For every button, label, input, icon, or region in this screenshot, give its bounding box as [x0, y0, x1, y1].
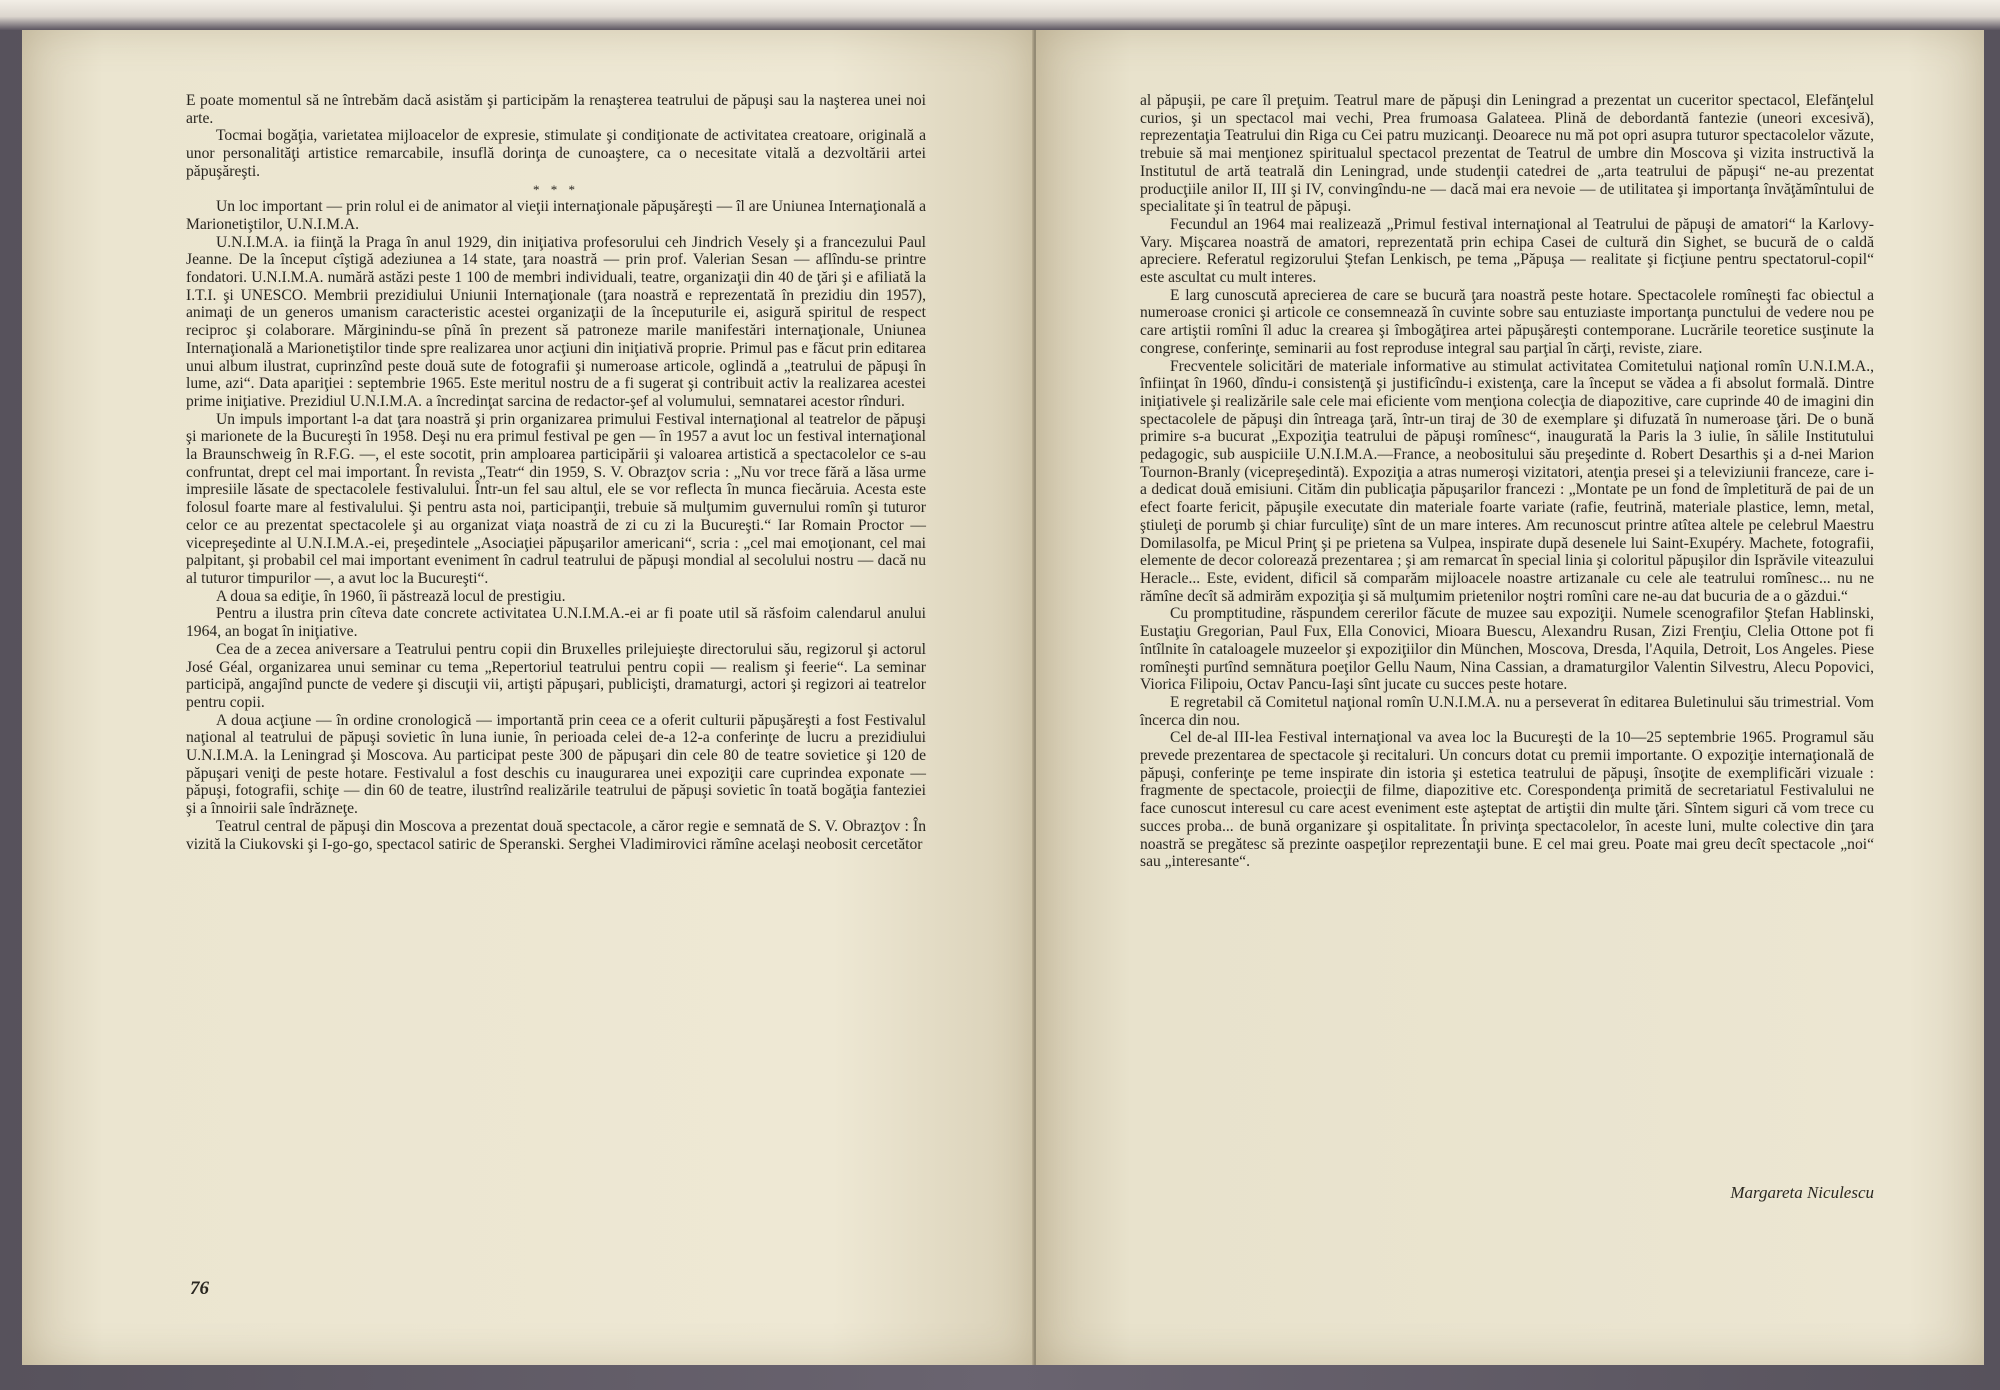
paragraph: al păpuşii, pe care îl preţuim. Teatrul mare de păpuşi din Leningrad a prezentat un cuceritor spectacol, Elefănţelul curios, şi un spectacol mai vechi, Prea frumoasa Galateea. Plină de debordantă fantezie (uneori excesivă), reprezentaţia Teatrului din Riga cu Cei patru muzicanţi. Deoarece nu mă pot opri asupra tuturor spectacolelor văzute, trebuie să mai menţionez spiritualul spectacol prezentat de Teatrul de umbre din Moscova şi vizita instructivă la Institutul de artă teatrală din Leningrad, unde studenţii catedrei de „arta teatrului de păpuşi“ ne-au prezentat producţiile anilor II, III şi IV, convingîndu-ne — dacă mai era nevoie — de utilitatea şi importanţa învăţămîntului de specialitate şi în teatrul de păpuşi.: [1140, 92, 1874, 216]
paragraph: A doua sa ediţie, în 1960, îi păstrează locul de prestigiu.: [216, 587, 566, 605]
paragraph: E larg cunoscută aprecierea de care se bucură ţara noastră peste hotare. Spectacolele romîneşti fac obiectul a numeroase cronici şi articole ce consemnează în cuvinte sobre sau entuziaste importanţa punctului de vedere nou pe care artiştii romîni îl aduc la crearea şi îmbogăţirea artei păpuşăreşti contemporane. Lucrările teoretice susţinute la congrese, conferinţe, seminarii au fost reproduse integral sau parţial în cărţi, reviste, ziare.: [1140, 286, 1874, 357]
paragraph: U.N.I.M.A. ia fiinţă la Praga în anul 1929, din iniţiativa profesorului ceh Jindrich Vesely şi a francezului Paul Jeanne. De la început cîştigă adeziunea a 14 state, ţara noastră — prin prof. Valerian Sesan — aflîndu-se printre fondatori. U.N.I.M.A. numără astăzi peste 1 100 de membri individuali, teatre, organizaţii din 40 de ţări şi e afiliată la I.T.I. şi UNESCO. Membrii prezidiului Uniunii Internaţionale (ţara noastră e reprezentată în prezidiu din 1957), animaţi de un generos umanism caracteristic acestei organizaţii de la începuturile ei, asigură spiritul de respect reciproc şi colaborare. Mărginindu-se pînă în prezent să patroneze marile manifestări internaţionale, Uniunea Internaţională a Marionetiştilor tinde spre realizarea unor acţiuni din iniţiativă proprie. Primul pas e făcut prin editarea unui album ilustrat, cuprinzînd peste două sute de fotografii şi numeroase articole, oglindă a „teatrului de păpuşi în lume, azi“. Data apariţiei : septembrie 1965. Este meritul nostru de a fi sugerat şi contribuit activ la realizarea acestei prime iniţiative. Prezidiul U.N.I.M.A. a încredinţat sarcina de redactor-şef al volumului, semnatarei acestor rînduri.: [186, 233, 926, 410]
paragraph: Cel de-al III-lea Festival internaţional va avea loc la Bucureşti de la 10—25 septembrie 1965. Programul său prevede prezentarea de spectacole şi recitaluri. Un concurs dotat cu premii importante. O expoziţie internaţională de păpuşi, conferinţe pe teme inspirate din istoria şi estetica teatrului de păpuşi, însoţite de exemplificări vizuale : fragmente de spectacole, proiecţii de filme, diapozitive etc. Corespondenţa primită de secretariatul Festivalului ne face cunoscut interesul cu care acest eveniment este aşteptat de artiştii din multe ţări. Sîntem siguri că vom trece cu succes proba... de bună organizare şi ospitalitate. În privinţa spectacolelor, în aceste luni, multe colective din ţara noastră se pregătesc să prezinte oaspeţilor reprezentaţii bune. E cel mai greu. Poate mai greu decît spectacole „noi“ sau „interesante“.: [1140, 729, 1874, 871]
section-separator: * * *: [533, 181, 579, 197]
paragraph: Tocmai bogăţia, varietatea mijloacelor de expresie, stimulate şi condiţionate de activitatea creatoare, originală a unor personalităţi artistice remarcabile, insuflă dorinţa de cunoaştere, ca o necesitate vitală a dezvoltării artei păpuşăreşti.: [186, 127, 926, 180]
paragraph: A doua acţiune — în ordine cronologică — importantă prin ceea ce a oferit culturii păpuşăreşti a fost Festivalul naţional al teatrului de păpuşi sovietic în luna iunie, în perioada celei de-a 12-a conferinţe de lucru a prezidiului U.N.I.M.A. la Leningrad şi Moscova. Au participat peste 300 de păpuşari din cele 80 de teatre sovietice şi 120 de păpuşari veniţi de peste hotare. Festivalul a fost deschis cu inaugurarea unei expoziţii care cuprindea exponate — păpuşi, fotografii, schiţe — din 60 de teatre, ilustrînd realizările teatrului de păpuşi sovietic în toată bogăţia fanteziei şi a înnoirii sale îndrăzneţe.: [186, 711, 926, 818]
book-cover-edge: [0, 0, 2000, 30]
paragraph: Cu promptitudine, răspundem cererilor făcute de muzee sau expoziţii. Numele scenografilor Ştefan Hablinski, Eustaţiu Gregorian, Paul Fux, Ella Conovici, Mioara Buescu, Alexandru Rusan, Zizi Frenţiu, Clelia Ottone pot fi întîlnite în cataloagele muzeelor şi expoziţiilor din München, Moscova, Dresda, l'Aquila, Detroit, Los Angeles. Piese romîneşti purtînd semnătura poeţilor Gellu Naum, Nina Cassian, a dramaturgilor Valentin Silvestru, Alecu Popovici, Viorica Filipoiu, Octav Pancu-Iaşi sînt jucate cu succes peste hotare.: [1140, 605, 1874, 694]
page-number: 76: [190, 1278, 209, 1299]
paragraph: Cea de a zecea aniversare a Teatrului pentru copii din Bruxelles prilejuieşte directorului său, regizorul şi actorul José Géal, organizarea unui seminar cu tema „Repertoriul teatrului pentru copii — realism şi feerie“. La seminar participă, angajînd puncte de vedere şi discuţii vii, artişti păpuşari, publicişti, dramaturgi, actori şi regizori ai teatrelor pentru copii.: [186, 640, 926, 711]
paragraph: E poate momentul să ne întrebăm dacă asistăm şi participăm la renaşterea teatrului de păpuşi sau la naşterea unei noi arte.: [186, 92, 926, 127]
paragraph: Frecventele solicitări de materiale informative au stimulat activitatea Comitetului naţional romîn U.N.I.M.A., înfiinţat în 1960, dîndu-i consistenţă şi justificîndu-i existenţa, care la început se vădea a fi absolut formală. Dintre iniţiativele şi realizările sale cele mai eficiente vom menţiona colecţia de diapozitive, care cuprinde 40 de imagini din spectacolele de păpuşi din întreaga ţară, într-un tiraj de 30 de exemplare şi difuzată în numeroase ţări. De o bună primire s-a bucurat „Expoziţia teatrului de păpuşi romînesc“, inaugurată la Paris la 3 iulie, în sălile Institutului pedagogic, sub auspiciile U.N.I.M.A.—France, a neobositului său preşedinte d. Robert Desarthis şi a d-nei Marion Tournon-Branly (vicepreşedintă). Expoziţia a atras numeroşi vizitatori, atenţia presei şi a televiziunii franceze, care i-a dedicat două emisiuni. Cităm din publicaţia păpuşarilor francezi : „Montate pe un fond de împletitură de pai de un efect foarte fericit, păpuşile executate din materiale foarte variate (rafie, feutrină, materiale plastice, lemn, metal, ştiuleţi de porumb şi chiar furculiţe) sînt de un mare interes. Am recunoscut printre atîtea altele pe celebrul Maestru Domilasolfa, pe Micul Prinţ şi pe prietena sa Vulpea, inspirate după desenele lui Saint-Exupéry. Machete, fotografii, elemente de decor colorează prezentarea ; şi am remarcat în special linia şi coloritul păpuşilor din Isprăvile viteazului Heracle... Este, evident, dificil să comparăm mijloacele noastre artizanale cu cele ale teatrului romînesc... nu ne rămîne decît să admirăm expoziţia şi să mulţumim prietenilor noştri romîni care ne-au dat bucuria de a o găzdui.“: [1140, 357, 1874, 605]
paragraph: Un loc important — prin rolul ei de animator al vieţii internaţionale păpuşăreşti — îl are Uniunea Internaţională a Marionetiştilor, U.N.I.M.A.: [186, 198, 926, 233]
author-signature: Margareta Niculescu: [1730, 1183, 1874, 1202]
right-page-text: [1140, 92, 1874, 871]
left-page-text: [186, 92, 926, 853]
paragraph: Teatrul central de păpuşi din Moscova a prezentat două spectacole, a căror regie e semnată de S. V. Obrazţov : În vizită la Ciukovski şi I-go-go, spectacol satiric de Speranski. Serghei Vladimirovici rămîne acelaşi neobosit cercetător: [186, 817, 926, 853]
paragraph: E regretabil că Comitetul naţional romîn U.N.I.M.A. nu a perseverat în editarea Buletinului său trimestrial. Vom încerca din nou.: [1140, 693, 1874, 729]
paragraph: Pentru a ilustra prin cîteva date concrete activitatea U.N.I.M.A.-ei ar fi poate util să răsfoim calendarul anului 1964, an bogat în iniţiative.: [186, 605, 926, 641]
paragraph: Un impuls important l-a dat ţara noastră şi prin organizarea primului Festival internaţional al teatrelor de păpuşi şi marionete de la Bucureşti în 1958. Deşi nu era primul festival pe gen — în 1957 a avut loc un festival internaţional la Braunschweig în R.F.G. —, el este socotit, prin amploarea participării şi valoarea artistică a spectacolelor ce s-au confruntat, drept cel mai important. În revista „Teatr“ din 1959, S. V. Obrazţov scria : „Nu vor trece fără a lăsa urme impresiile lăsate de spectacolele festivalului. Într-un fel sau altul, ele se vor reflecta în munca fiecăruia. Acesta este folosul foarte mare al festivalului. Şi pentru asta noi, participanţii, trebuie să mulţumim guvernului romîn şi tuturor celor ce au prezentat spectacolele şi au organizat viaţa noastră de zi cu zi la Bucureşti.“ Iar Romain Proctor — vicepreşedinte al U.N.I.M.A.-ei, preşedintele „Asociaţiei păpuşarilor americani“, scria : „cel mai emoţionant, cel mai palpitant, şi probabil cel mai important eveniment în cadrul teatrului de păpuşi mondial al secolului nostru — dacă nu al tuturor timpurilor —, a avut loc la Bucureşti“.: [186, 410, 926, 587]
paragraph: Fecundul an 1964 mai realizează „Primul festival internaţional al Teatrului de păpuşi de amatori“ la Karlovy-Vary. Mişcarea noastră de amatori, reprezentată prin echipa Casei de cultură din Sighet, se bucură de o caldă apreciere. Referatul regizorului Ştefan Lenkisch, pe tema „Păpuşa — realitate şi ficţiune pentru spectatorul-copil“ este ascultat cu mult interes.: [1140, 215, 1874, 287]
